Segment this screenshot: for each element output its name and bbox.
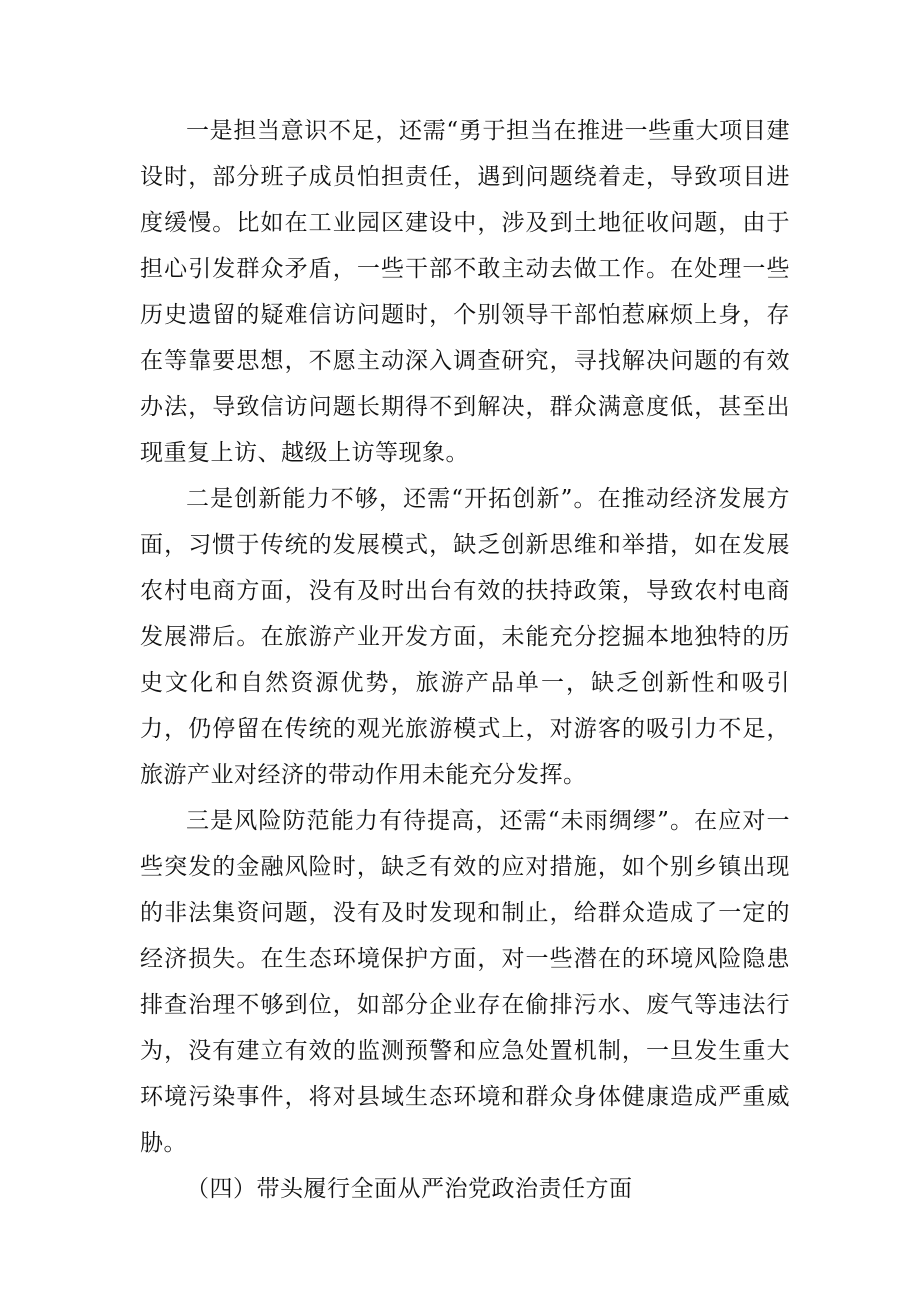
paragraph-innovation: 二是创新能力不够，还需“开拓创新”。在推动经济发展方面，习惯于传统的发展模式，缺乏创新思维和举措，如在发展农村电商方面，没有及时出台有效的扶持政策，导致农村电商发展滞后。在旅游产业开发方面，未能充分挖掘本地独特的历史文化和自然资源优势，旅游产品单一，缺乏创新性和吸引力，仍停留在传统的观光旅游模式上，对游客的吸引力不足，旅游产业对经济的带动作用未能充分发挥。 xyxy=(140,486,790,788)
document-body xyxy=(140,108,790,1212)
section-heading: （四）带头履行全面从严治党政治责任方面 xyxy=(186,1176,633,1202)
paragraph-responsibility: 一是担当意识不足，还需“勇于担当在推进一些重大项目建设时，部分班子成员怕担责任，遇到问题绕着走，导致项目进度缓慢。比如在工业园区建设中，涉及到土地征收问题，由于担心引发群众矛盾，一些干部不敢主动去做工作。在处理一些历史遗留的疑难信访问题时，个别领导干部怕惹麻烦上身，存在等靠要思想，不愿主动深入调查研究，寻找解决问题的有效办法，导致信访问题长期得不到解决，群众满意度低，甚至出现重复上访、越级上访等现象。 xyxy=(140,118,790,466)
paragraph-risk-prevention: 三是风险防范能力有待提高，还需“未雨绸缪”。在应对一些突发的金融风险时，缺乏有效的应对措施，如个别乡镇出现的非法集资问题，没有及时发现和制止，给群众造成了一定的经济损失。在生态环境保护方面，对一些潜在的环境风险隐患排查治理不够到位，如部分企业存在偷排污水、废气等违法行为，没有建立有效的监测预警和应急处置机制，一旦发生重大环境污染事件，将对县域生态环境和群众身体健康造成严重威胁。 xyxy=(140,808,790,1156)
